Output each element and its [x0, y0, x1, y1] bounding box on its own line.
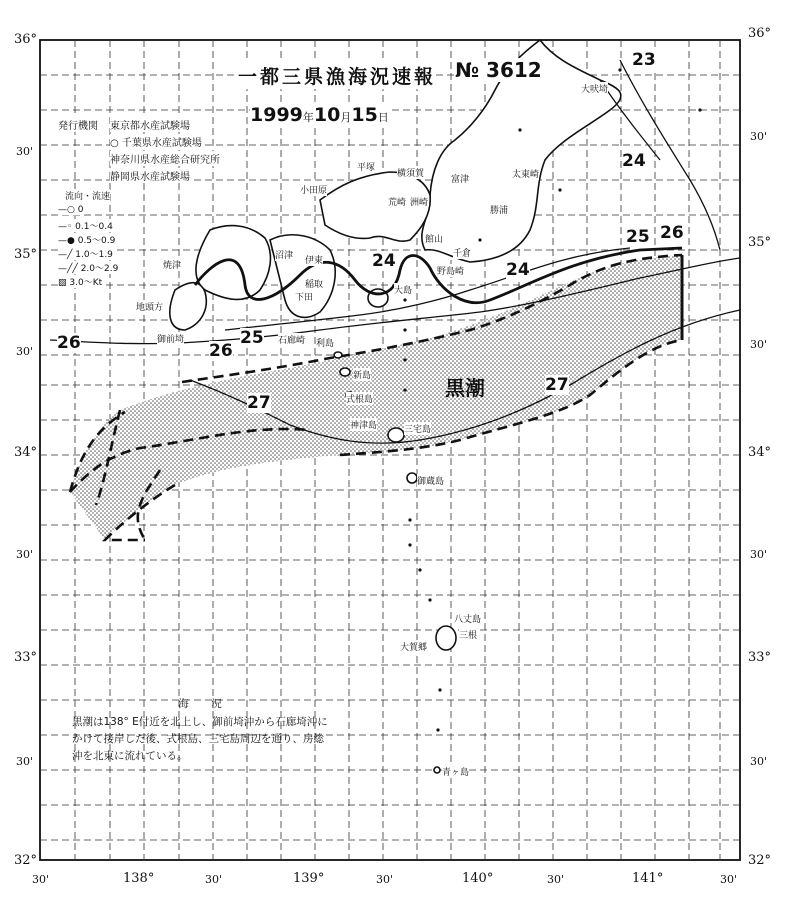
- place-tateyama: 館山: [425, 232, 443, 245]
- temp-label-27-b: 27: [545, 375, 569, 395]
- org-chiba: [110, 134, 202, 149]
- place-inatori: 稲取: [305, 277, 323, 290]
- place-shikinejima: 式根島: [346, 392, 373, 405]
- date-year: 1999: [250, 104, 303, 126]
- org-kanagawa: 神奈川県水産総合研究所: [110, 151, 220, 166]
- date-day-unit: 日: [377, 111, 389, 124]
- org-chiba-mark-icon: ○: [110, 138, 122, 149]
- lat-label-left-33-30: 30': [16, 548, 34, 561]
- place-niijima: 新島: [353, 368, 371, 381]
- temp-label-26-b: 26: [209, 341, 233, 361]
- lon-label-139-30: 30': [376, 873, 394, 886]
- legend-item-3: [58, 247, 113, 260]
- place-arasaki: 荒崎: [388, 195, 406, 208]
- legend-line-1-icon: —◦: [58, 222, 76, 232]
- place-toshima: 利島: [316, 336, 334, 349]
- place-irozaki: 石廊崎: [278, 333, 305, 346]
- lat-label-right-32-30: 30': [750, 755, 768, 768]
- legend-item-2: [58, 233, 115, 246]
- temp-label-25-b: 25: [240, 328, 264, 348]
- sea-conditions-note: [72, 696, 334, 765]
- place-ito: 伊東: [305, 253, 323, 266]
- lat-label-right-33: 33°: [748, 650, 772, 665]
- legend-item-4: [58, 261, 118, 274]
- lat-label-left-36: 36°: [14, 32, 38, 47]
- legend-label-1: 0.1～0.4: [75, 222, 113, 232]
- lon-label-140-30: 30': [547, 873, 565, 886]
- org-label: 発行機関: [58, 117, 98, 132]
- lat-label-right-34-30: 30': [750, 338, 768, 351]
- legend-label-2: 0.5～0.9: [77, 236, 116, 246]
- legend-line-5-icon: ▨: [58, 278, 70, 288]
- lat-label-right-35: 35°: [748, 235, 772, 250]
- temp-label-24-a: 24: [622, 151, 646, 171]
- date-day: 15: [351, 104, 378, 126]
- issue-number: № 3612: [455, 58, 542, 82]
- kuroshio-label: 黒潮: [445, 376, 485, 400]
- org-shizuoka: 静岡県水産試験場: [110, 168, 190, 183]
- date-month-unit: 月: [340, 111, 352, 124]
- lat-label-left-32-30: 30': [16, 755, 34, 768]
- place-oshima: 大島: [394, 283, 412, 296]
- legend-item-5: [58, 275, 102, 288]
- lon-label-141: 141°: [632, 871, 664, 886]
- sea-conditions-text: 黒潮は138° E付近を北上し、御前埼沖から石廊埼沖にかけて接岸した後、式根島、三宅島周辺を通り、房総沖を北東に流れている。: [72, 716, 328, 762]
- place-shimoda: 下田: [295, 290, 313, 303]
- date-month: 10: [313, 104, 341, 126]
- place-katsuura: 勝浦: [490, 203, 508, 216]
- temp-label-26-c: 26: [57, 333, 81, 353]
- legend-item-0: [58, 205, 83, 215]
- lon-label-141-30: 30': [720, 873, 738, 886]
- legend-item-1: [58, 219, 113, 232]
- temp-label-23: 23: [632, 50, 656, 70]
- place-taitozaki: 太東崎: [512, 167, 539, 180]
- place-mitsune: 三根: [459, 628, 477, 641]
- place-hiratsuka: 平塚: [357, 160, 375, 173]
- place-chikura: 千倉: [453, 246, 471, 259]
- lat-label-left-35: 35°: [14, 247, 38, 262]
- lon-label-140: 140°: [462, 871, 494, 886]
- place-yaizu: 焼津: [163, 258, 181, 271]
- date-year-unit: 年: [302, 111, 314, 124]
- sea-conditions-title: 海 況: [178, 698, 228, 710]
- legend-label-3: 1.0～1.9: [75, 250, 113, 260]
- lon-label-137-30: 30': [32, 873, 50, 886]
- lon-label-138: 138°: [123, 871, 155, 886]
- place-okago: 大賀郷: [400, 640, 427, 653]
- lon-label-138-30: 30': [205, 873, 223, 886]
- place-hachijojima: 八丈島: [454, 612, 481, 625]
- legend-line-3-icon: —╱: [58, 250, 76, 260]
- lat-label-right-33-30: 30': [750, 548, 768, 561]
- lat-label-right-34: 34°: [748, 445, 772, 460]
- place-mikurajima: 御蔵島: [417, 474, 444, 487]
- place-jitogata: 地頭方: [136, 300, 163, 313]
- place-nojimazaki: 野島崎: [437, 264, 464, 277]
- legend-label-0: 0: [77, 205, 84, 215]
- issue-date: [250, 104, 389, 126]
- place-aogashima: 青ヶ島: [442, 765, 469, 778]
- lat-label-left-34-30: 30': [16, 345, 34, 358]
- legend-line-0-icon: —○: [58, 205, 78, 215]
- lat-label-right-36: 36°: [748, 26, 772, 41]
- map-title: 一都三県漁海況速報: [238, 62, 436, 89]
- place-futtsu: 富津: [451, 172, 469, 185]
- legend-line-4-icon: —╱╱: [58, 264, 81, 274]
- lat-label-left-33: 33°: [14, 650, 38, 665]
- temp-label-24-b: 24: [372, 251, 396, 271]
- lat-label-left-34: 34°: [14, 445, 38, 460]
- temp-label-27-a: 27: [247, 393, 271, 413]
- lon-label-139: 139°: [293, 871, 325, 886]
- legend-line-2-icon: —●: [58, 236, 78, 246]
- place-odawara: 小田原: [300, 183, 327, 196]
- temp-label-24-c: 24: [506, 260, 530, 280]
- legend-title: 流向・流速: [65, 189, 110, 202]
- place-yokosuka: 横須賀: [397, 166, 424, 179]
- lat-label-right-35-30: 30': [750, 130, 768, 143]
- legend-label-4: 2.0～2.9: [80, 264, 119, 274]
- lat-label-left-32: 32°: [14, 853, 38, 868]
- place-sunosaki: 洲崎: [410, 195, 428, 208]
- org-chiba-label: 千葉県水産試験場: [121, 138, 202, 149]
- place-kozushima: 神津島: [350, 418, 377, 431]
- org-tokyo: 東京都水産試験場: [110, 117, 190, 132]
- place-inubosaki: 大吠埼: [581, 82, 608, 95]
- temp-label-25-a: 25: [626, 227, 650, 247]
- lat-label-right-32: 32°: [748, 853, 772, 868]
- temp-label-26-a: 26: [660, 223, 684, 243]
- lat-label-left-35-30: 30': [16, 145, 34, 158]
- legend-label-5: 3.0～Kt: [69, 278, 103, 288]
- place-omaezaki: 御前埼: [157, 332, 184, 345]
- place-miyakejima: 三宅島: [404, 422, 431, 435]
- place-numazu: 沼津: [275, 248, 293, 261]
